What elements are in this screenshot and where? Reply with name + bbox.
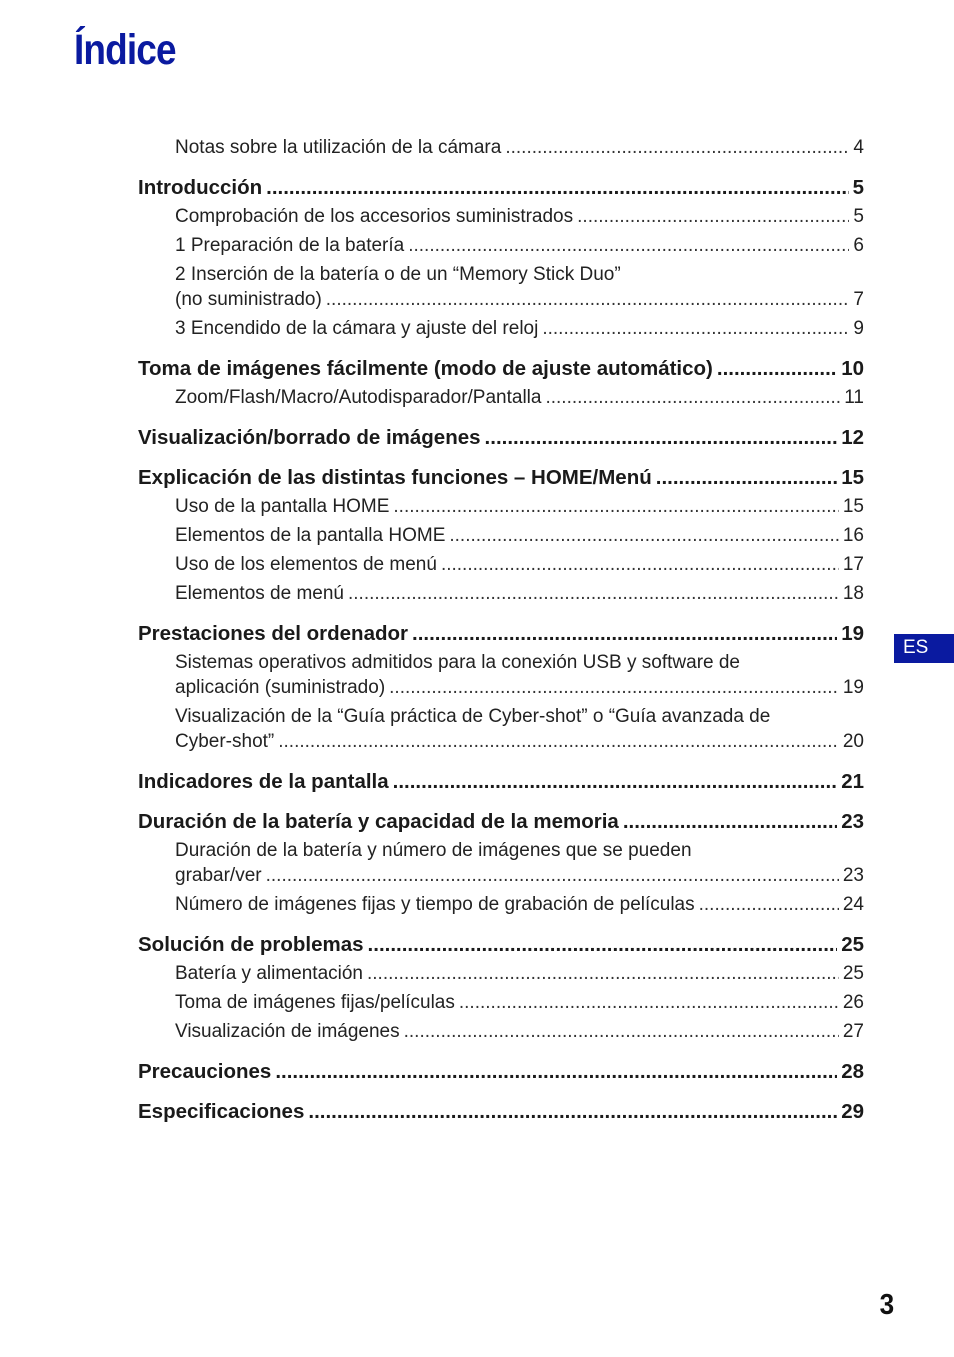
toc-item[interactable] bbox=[138, 552, 864, 577]
toc-item-lead: 2 Inserción de la batería o de un “Memory Stick Duo” bbox=[175, 264, 621, 285]
toc-section[interactable] bbox=[138, 426, 864, 450]
toc-section-page: 21 bbox=[841, 770, 864, 793]
toc-item-page: 25 bbox=[842, 963, 864, 984]
toc-item[interactable] bbox=[138, 523, 864, 548]
dot-leader bbox=[348, 581, 839, 606]
toc-item-page: 9 bbox=[853, 318, 864, 339]
toc-item-label: Número de imágenes fijas y tiempo de grabación de películas bbox=[175, 894, 695, 915]
dot-leader bbox=[367, 961, 839, 986]
toc-item-page: 20 bbox=[842, 731, 864, 752]
toc-item-label: (no suministrado) bbox=[175, 289, 322, 310]
toc-item-page: 5 bbox=[853, 206, 864, 227]
dot-leader bbox=[275, 1060, 837, 1084]
toc-item-label: aplicación (suministrado) bbox=[175, 677, 386, 698]
toc-section[interactable] bbox=[138, 933, 864, 957]
toc-item[interactable] bbox=[138, 204, 864, 229]
toc-item[interactable] bbox=[138, 385, 864, 410]
toc-section-label: Especificaciones bbox=[138, 1100, 305, 1123]
toc-item[interactable] bbox=[138, 704, 864, 754]
dot-leader bbox=[408, 233, 849, 258]
toc-item[interactable] bbox=[138, 838, 864, 888]
toc-section[interactable] bbox=[138, 770, 864, 794]
toc-section-page: 15 bbox=[841, 466, 864, 489]
toc-section[interactable] bbox=[138, 176, 864, 200]
toc-item-page: 18 bbox=[842, 583, 864, 604]
toc-item-label: Batería y alimentación bbox=[175, 963, 363, 984]
dot-leader bbox=[459, 990, 839, 1015]
dot-leader bbox=[278, 729, 839, 754]
dot-leader bbox=[441, 552, 839, 577]
toc-item-page: 11 bbox=[844, 387, 864, 408]
toc-item-page: 19 bbox=[842, 677, 864, 698]
toc-item[interactable] bbox=[138, 892, 864, 917]
toc-item-page: 17 bbox=[842, 554, 864, 575]
dot-leader bbox=[717, 357, 837, 381]
toc-item-label: Uso de los elementos de menú bbox=[175, 554, 437, 575]
toc-section-page: 10 bbox=[841, 357, 864, 380]
toc-item-page: 16 bbox=[842, 525, 864, 546]
language-tab bbox=[894, 634, 954, 663]
toc-section-label: Solución de problemas bbox=[138, 933, 364, 956]
dot-leader bbox=[505, 135, 849, 160]
dot-leader bbox=[404, 1019, 839, 1044]
toc-section[interactable] bbox=[138, 1060, 864, 1084]
toc-item-page: 7 bbox=[853, 289, 864, 310]
toc-item-label: 3 Encendido de la cámara y ajuste del reloj bbox=[175, 318, 539, 339]
toc-section-label: Duración de la batería y capacidad de la memoria bbox=[138, 810, 619, 833]
toc-item-label: Uso de la pantalla HOME bbox=[175, 496, 390, 517]
toc-item-label: Cyber-shot” bbox=[175, 731, 275, 752]
toc-item-lead: Duración de la batería y número de imágenes que se pueden bbox=[175, 840, 692, 861]
dot-leader bbox=[389, 675, 839, 700]
toc-section[interactable] bbox=[138, 1100, 864, 1124]
dot-leader bbox=[326, 287, 850, 312]
toc-section-page: 5 bbox=[852, 176, 864, 199]
toc-section-page: 28 bbox=[841, 1060, 864, 1083]
toc-item-label: Toma de imágenes fijas/películas bbox=[175, 992, 455, 1013]
toc-item-label: Elementos de la pantalla HOME bbox=[175, 525, 446, 546]
toc-item-page: 15 bbox=[842, 496, 864, 517]
toc-item[interactable] bbox=[138, 581, 864, 606]
toc-item-label: Visualización de imágenes bbox=[175, 1021, 400, 1042]
toc-item[interactable] bbox=[138, 650, 864, 700]
toc-section-page: 25 bbox=[841, 933, 864, 956]
toc-section[interactable] bbox=[138, 810, 864, 834]
toc-intro-item[interactable] bbox=[138, 135, 864, 160]
toc-item-label: 1 Preparación de la batería bbox=[175, 235, 405, 256]
toc-section-page: 23 bbox=[841, 810, 864, 833]
dot-leader bbox=[266, 863, 839, 888]
dot-leader bbox=[266, 176, 848, 200]
page-title: Índice bbox=[74, 26, 176, 74]
toc-section-page: 19 bbox=[841, 622, 864, 645]
dot-leader bbox=[412, 622, 837, 646]
toc-item-label: Elementos de menú bbox=[175, 583, 344, 604]
toc-item-page: 23 bbox=[842, 865, 864, 886]
toc-sections bbox=[138, 176, 864, 1124]
toc-item[interactable] bbox=[138, 990, 864, 1015]
dot-leader bbox=[699, 892, 839, 917]
toc-item-page: 26 bbox=[842, 992, 864, 1013]
toc-section-page: 29 bbox=[841, 1100, 864, 1123]
dot-leader bbox=[542, 316, 849, 341]
toc-item-label: grabar/ver bbox=[175, 865, 262, 886]
dot-leader bbox=[393, 494, 838, 519]
toc-item-lead: Visualización de la “Guía práctica de Cyber-shot” o “Guía avanzada de bbox=[175, 706, 771, 727]
toc-item-label: Zoom/Flash/Macro/Autodisparador/Pantalla bbox=[175, 387, 542, 408]
toc-section-label: Prestaciones del ordenador bbox=[138, 622, 409, 645]
toc-section-label: Explicación de las distintas funciones – HOME/Menú bbox=[138, 466, 652, 489]
dot-leader bbox=[308, 1100, 837, 1124]
toc-section-label: Introducción bbox=[138, 176, 263, 199]
dot-leader bbox=[485, 426, 838, 450]
toc-section-label: Visualización/borrado de imágenes bbox=[138, 426, 481, 449]
language-tab-label: ES bbox=[903, 637, 929, 658]
toc-item-page: 4 bbox=[853, 137, 864, 158]
toc-item[interactable] bbox=[138, 316, 864, 341]
toc-item[interactable] bbox=[138, 961, 864, 986]
toc-item[interactable] bbox=[138, 233, 864, 258]
toc-item-lead: Sistemas operativos admitidos para la conexión USB y software de bbox=[175, 652, 740, 673]
dot-leader bbox=[393, 770, 838, 794]
toc-item-page: 27 bbox=[842, 1021, 864, 1042]
toc-section[interactable] bbox=[138, 622, 864, 646]
dot-leader bbox=[656, 466, 837, 490]
toc-section[interactable] bbox=[138, 466, 864, 490]
toc-section-page: 12 bbox=[841, 426, 864, 449]
page-number: 3 bbox=[879, 1289, 894, 1321]
table-of-contents bbox=[138, 131, 864, 1124]
dot-leader bbox=[545, 385, 840, 410]
toc-item-label: Comprobación de los accesorios suministrados bbox=[175, 206, 574, 227]
toc-item-label: Notas sobre la utilización de la cámara bbox=[175, 137, 502, 158]
toc-item[interactable] bbox=[138, 1019, 864, 1044]
toc-section-label: Indicadores de la pantalla bbox=[138, 770, 389, 793]
dot-leader bbox=[623, 810, 837, 834]
dot-leader bbox=[368, 933, 838, 957]
toc-section[interactable] bbox=[138, 357, 864, 381]
toc-section-label: Precauciones bbox=[138, 1060, 272, 1083]
toc-item-page: 24 bbox=[842, 894, 864, 915]
toc-item[interactable] bbox=[138, 494, 864, 519]
dot-leader bbox=[577, 204, 849, 229]
toc-item[interactable] bbox=[138, 262, 864, 312]
dot-leader bbox=[449, 523, 838, 548]
toc-item-page: 6 bbox=[853, 235, 864, 256]
toc-section-label: Toma de imágenes fácilmente (modo de ajuste automático) bbox=[138, 357, 713, 380]
